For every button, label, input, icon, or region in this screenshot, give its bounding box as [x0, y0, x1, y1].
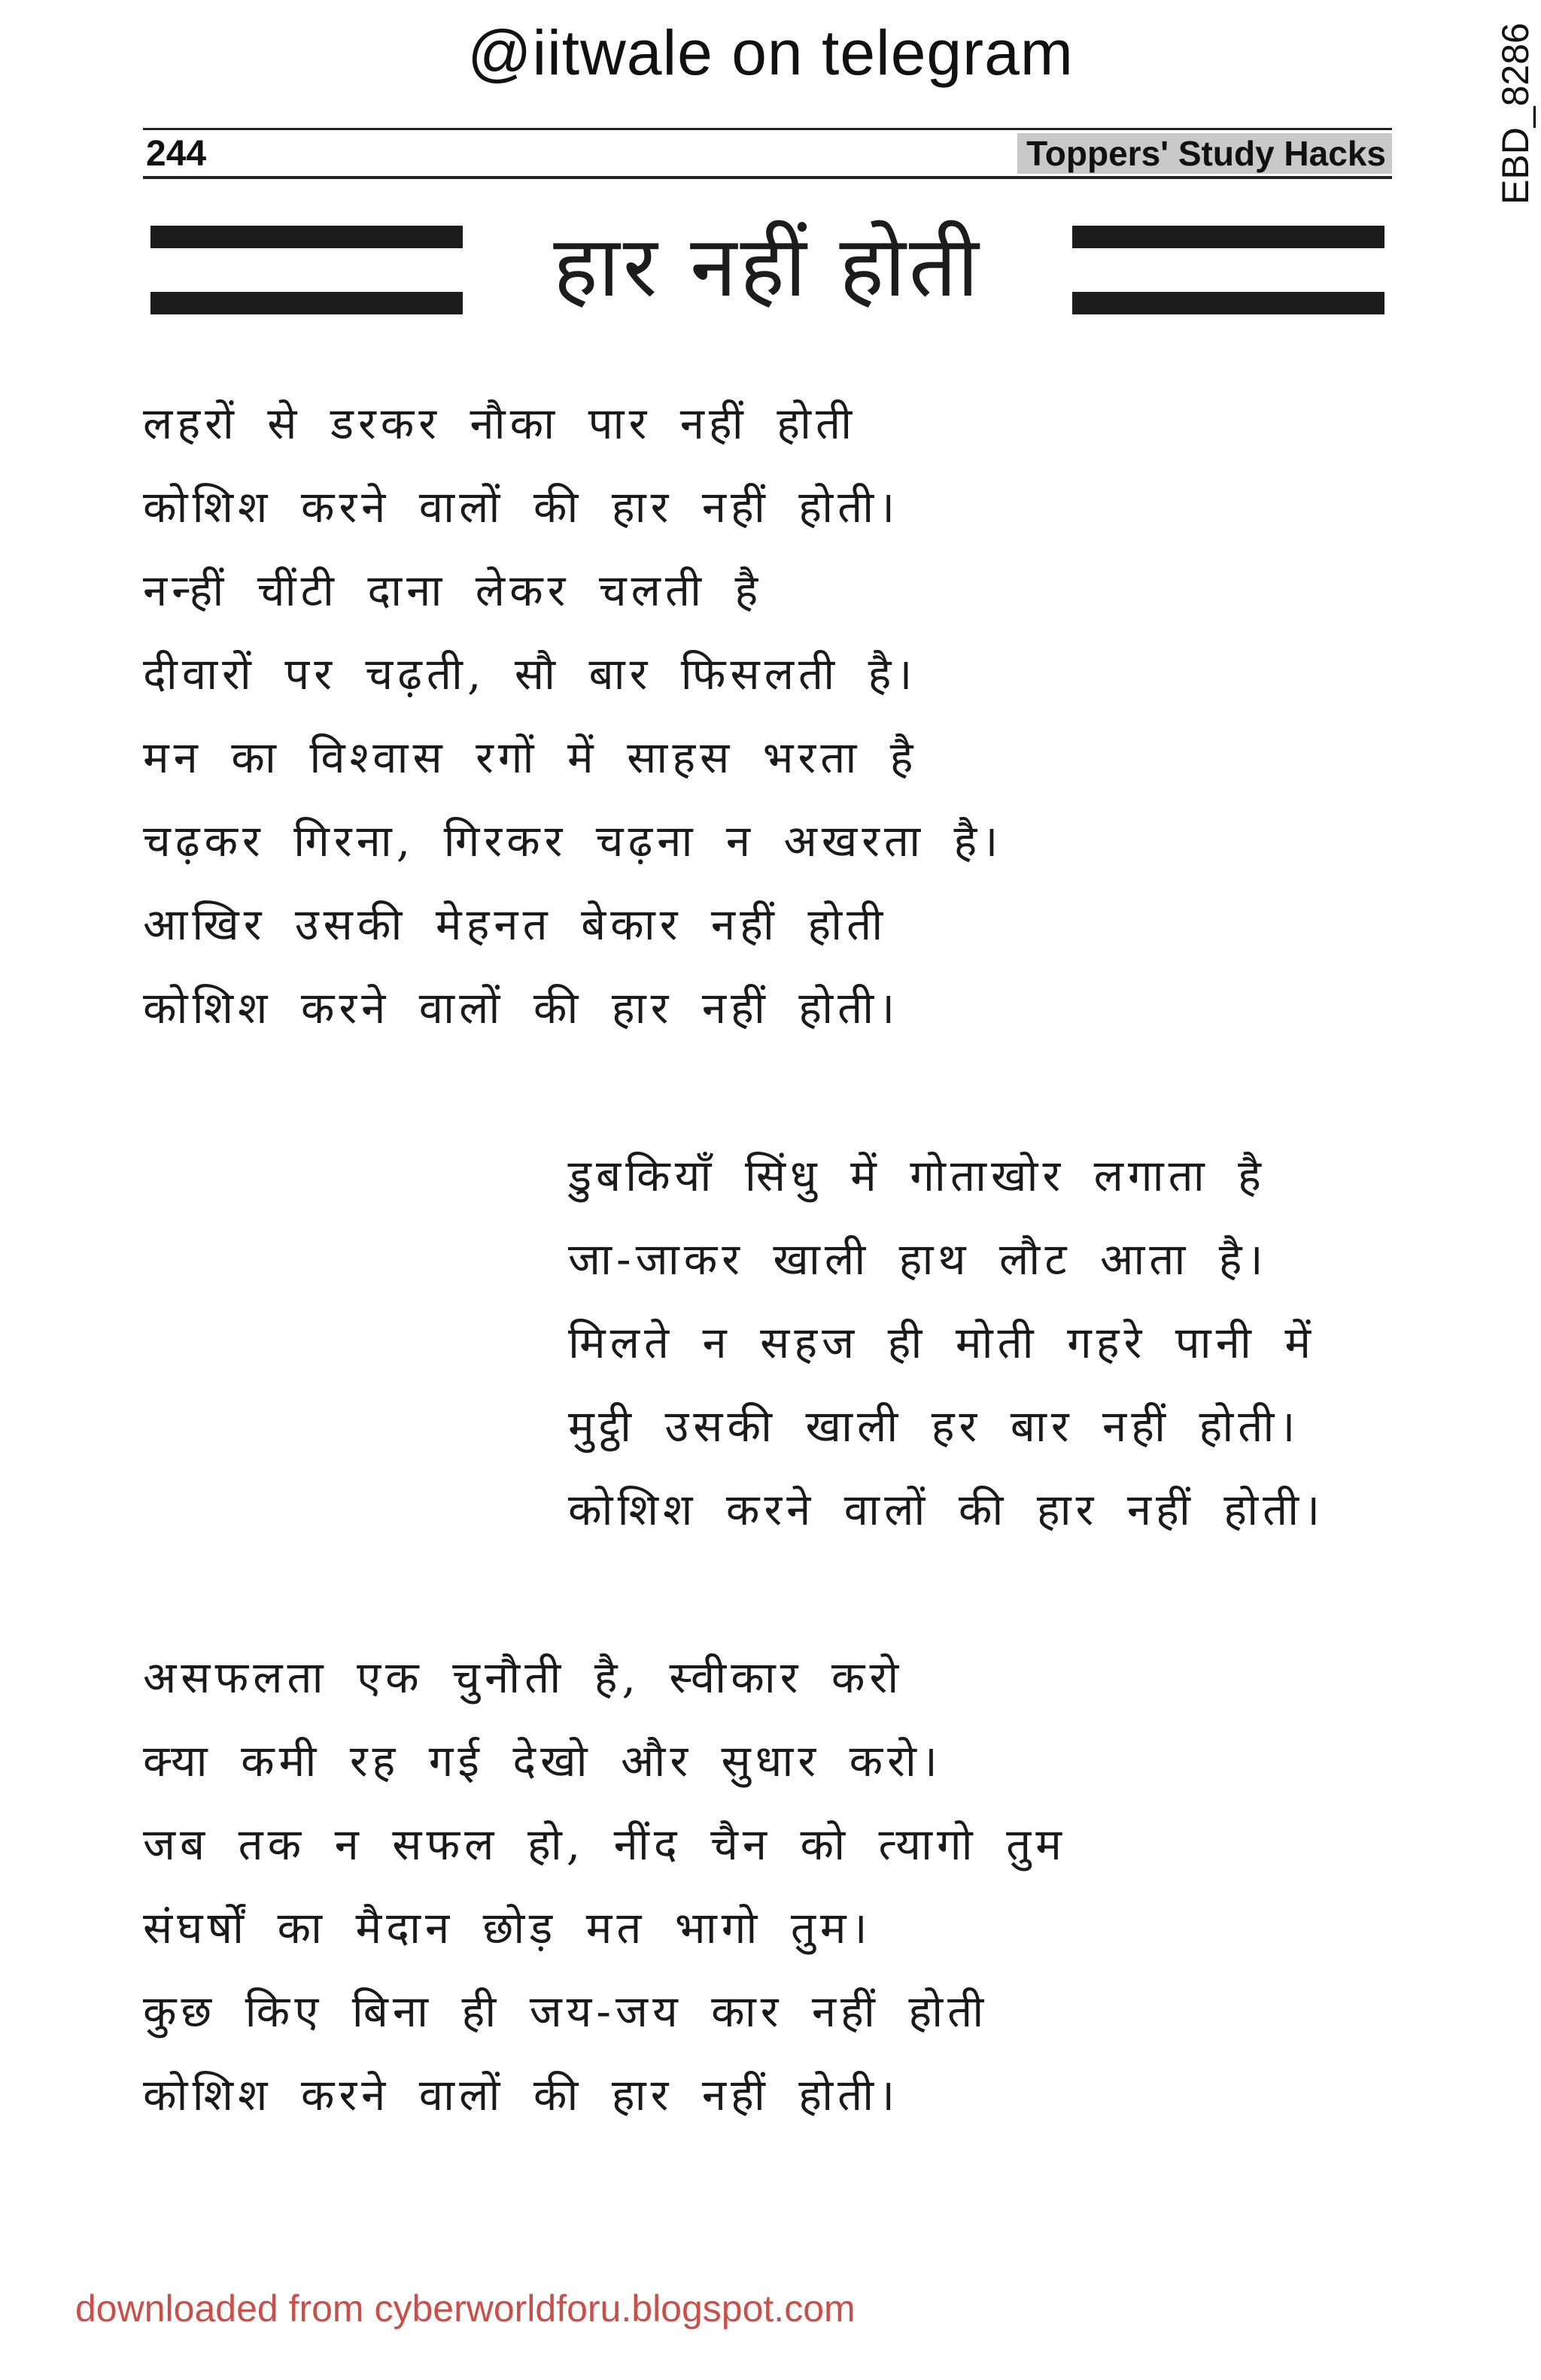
poem-line: असफलता एक चुनौती है, स्वीकार करो — [143, 1652, 904, 1703]
poem-line: मिलते न सहज ही मोती गहरे पानी में — [568, 1317, 1316, 1368]
source-watermark: downloaded from cyberworldforu.blogspot.com — [75, 2287, 856, 2330]
poem-line: आखिर उसकी मेहनत बेकार नहीं होती — [143, 899, 888, 950]
poem-line: डुबकियाँ सिंधु में गोताखोर लगाता है — [568, 1150, 1266, 1201]
side-code: EBD_8286 — [1494, 23, 1536, 205]
poem-line: जब तक न सफल हो, नींद चैन को त्यागो तुम — [143, 1819, 1066, 1870]
poem-line: जा-जाकर खाली हाथ लौट आता है। — [568, 1234, 1268, 1285]
stanza-1 — [143, 382, 1002, 1050]
poem-title: हार नहीं होती — [553, 218, 982, 316]
stanza-2 — [568, 1134, 1324, 1552]
book-title: Toppers' Study Hacks — [1017, 133, 1392, 174]
page-header — [143, 128, 1392, 179]
poem-line: कोशिश करने वालों की हार नहीं होती। — [143, 982, 900, 1034]
poem-title-row — [150, 211, 1384, 331]
poem-line: क्या कमी रह गई देखो और सुधार करो। — [143, 1735, 942, 1787]
poem-line: कोशिश करने वालों की हार नहीं होती। — [568, 1484, 1325, 1535]
poem-line: लहरों से डरकर नौका पार नहीं होती — [143, 398, 857, 449]
poem-line: मन का विश्वास रगों में साहस भरता है — [143, 732, 918, 783]
poem-line: दीवारों पर चढ़ती, सौ बार फिसलती है। — [143, 648, 917, 700]
poem-line: कोशिश करने वालों की हार नहीं होती। — [143, 481, 900, 533]
poem-line: कोशिश करने वालों की हार नहीं होती। — [143, 2069, 900, 2120]
poem-line: चढ़कर गिरना, गिरकर चढ़ना न अखरता है। — [143, 815, 1003, 867]
poem-line: कुछ किए बिना ही जय-जय कार नहीं होती — [143, 1986, 989, 2037]
stanza-3 — [143, 1636, 1066, 2137]
poem-line: मुट्ठी उसकी खाली हर बार नहीं होती। — [568, 1401, 1300, 1452]
poem-line: नन्हीं चींटी दाना लेकर चलती है — [143, 565, 763, 616]
page-number: 244 — [146, 134, 207, 174]
title-decoration-right — [1072, 226, 1384, 316]
poem-line: संघर्षों का मैदान छोड़ मत भागो तुम। — [143, 1902, 872, 1953]
telegram-watermark: @iitwale on telegram — [467, 17, 1074, 88]
